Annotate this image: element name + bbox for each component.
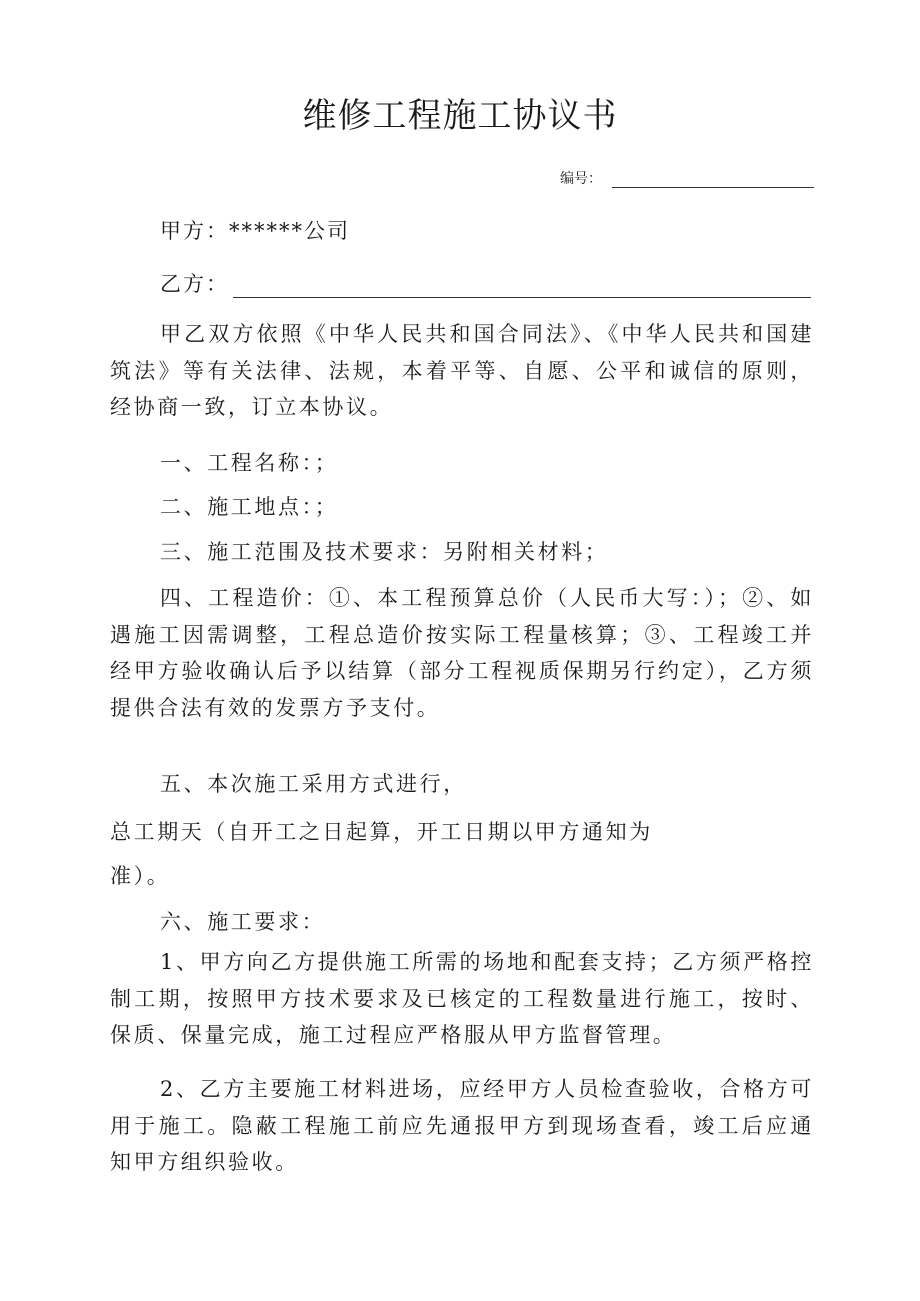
party-a-text: 甲方：******公司 xyxy=(160,219,350,243)
clause-6: 六、施工要求： xyxy=(160,910,326,934)
clause-6-item-2: 2、乙方主要施工材料进场，应经甲方人员检查验收，合格方可用于施工。隐蔽工程施工前应先通报甲方到现场查看，竣工后应通知甲方组织验收。 xyxy=(110,1077,814,1175)
party-b-blank-line xyxy=(233,279,811,298)
clause-5-continued: 总工期天（自开工之日起算，开工日期以甲方通知为 xyxy=(110,820,653,844)
clause-5: 五、本次施工采用方式进行， xyxy=(160,772,467,796)
document-title: 维修工程施工协议书 xyxy=(302,96,618,136)
clause-4: 四、工程造价：①、本工程预算总价（人民币大写：）；②、如遇施工因需调整，工程总造价按实际工程量核算；③、工程竣工并经甲方验收确认后予以结算（部分工程视质保期另行约定），乙方须提供合法有效的发票方予支付。 xyxy=(110,586,814,720)
clause-1: 一、工程名称：； xyxy=(160,451,339,475)
document-number xyxy=(560,168,814,188)
party-b xyxy=(160,268,811,298)
number-blank-line xyxy=(612,173,814,188)
clause-3: 三、施工范围及技术要求：另附相关材料； xyxy=(160,540,609,564)
party-a xyxy=(160,215,350,245)
intro-paragraph: 甲乙双方依照《中华人民共和国合同法》、《中华人民共和国建筑法》等有关法律、法规，本着平等、自愿、公平和诚信的原则，经协商一致，订立本协议。 xyxy=(110,322,814,420)
party-b-label: 乙方： xyxy=(160,272,229,296)
number-label: 编号： xyxy=(560,171,602,187)
clause-5-end: 准）。 xyxy=(110,864,171,888)
clause-2: 二、施工地点：； xyxy=(160,495,339,519)
clause-6-item-1: 1、甲方向乙方提供施工所需的场地和配套支持；乙方须严格控制工期，按照甲方技术要求及已核定的工程数量进行施工，按时、保质、保量完成，施工过程应严格服从甲方监督管理。 xyxy=(110,950,814,1048)
